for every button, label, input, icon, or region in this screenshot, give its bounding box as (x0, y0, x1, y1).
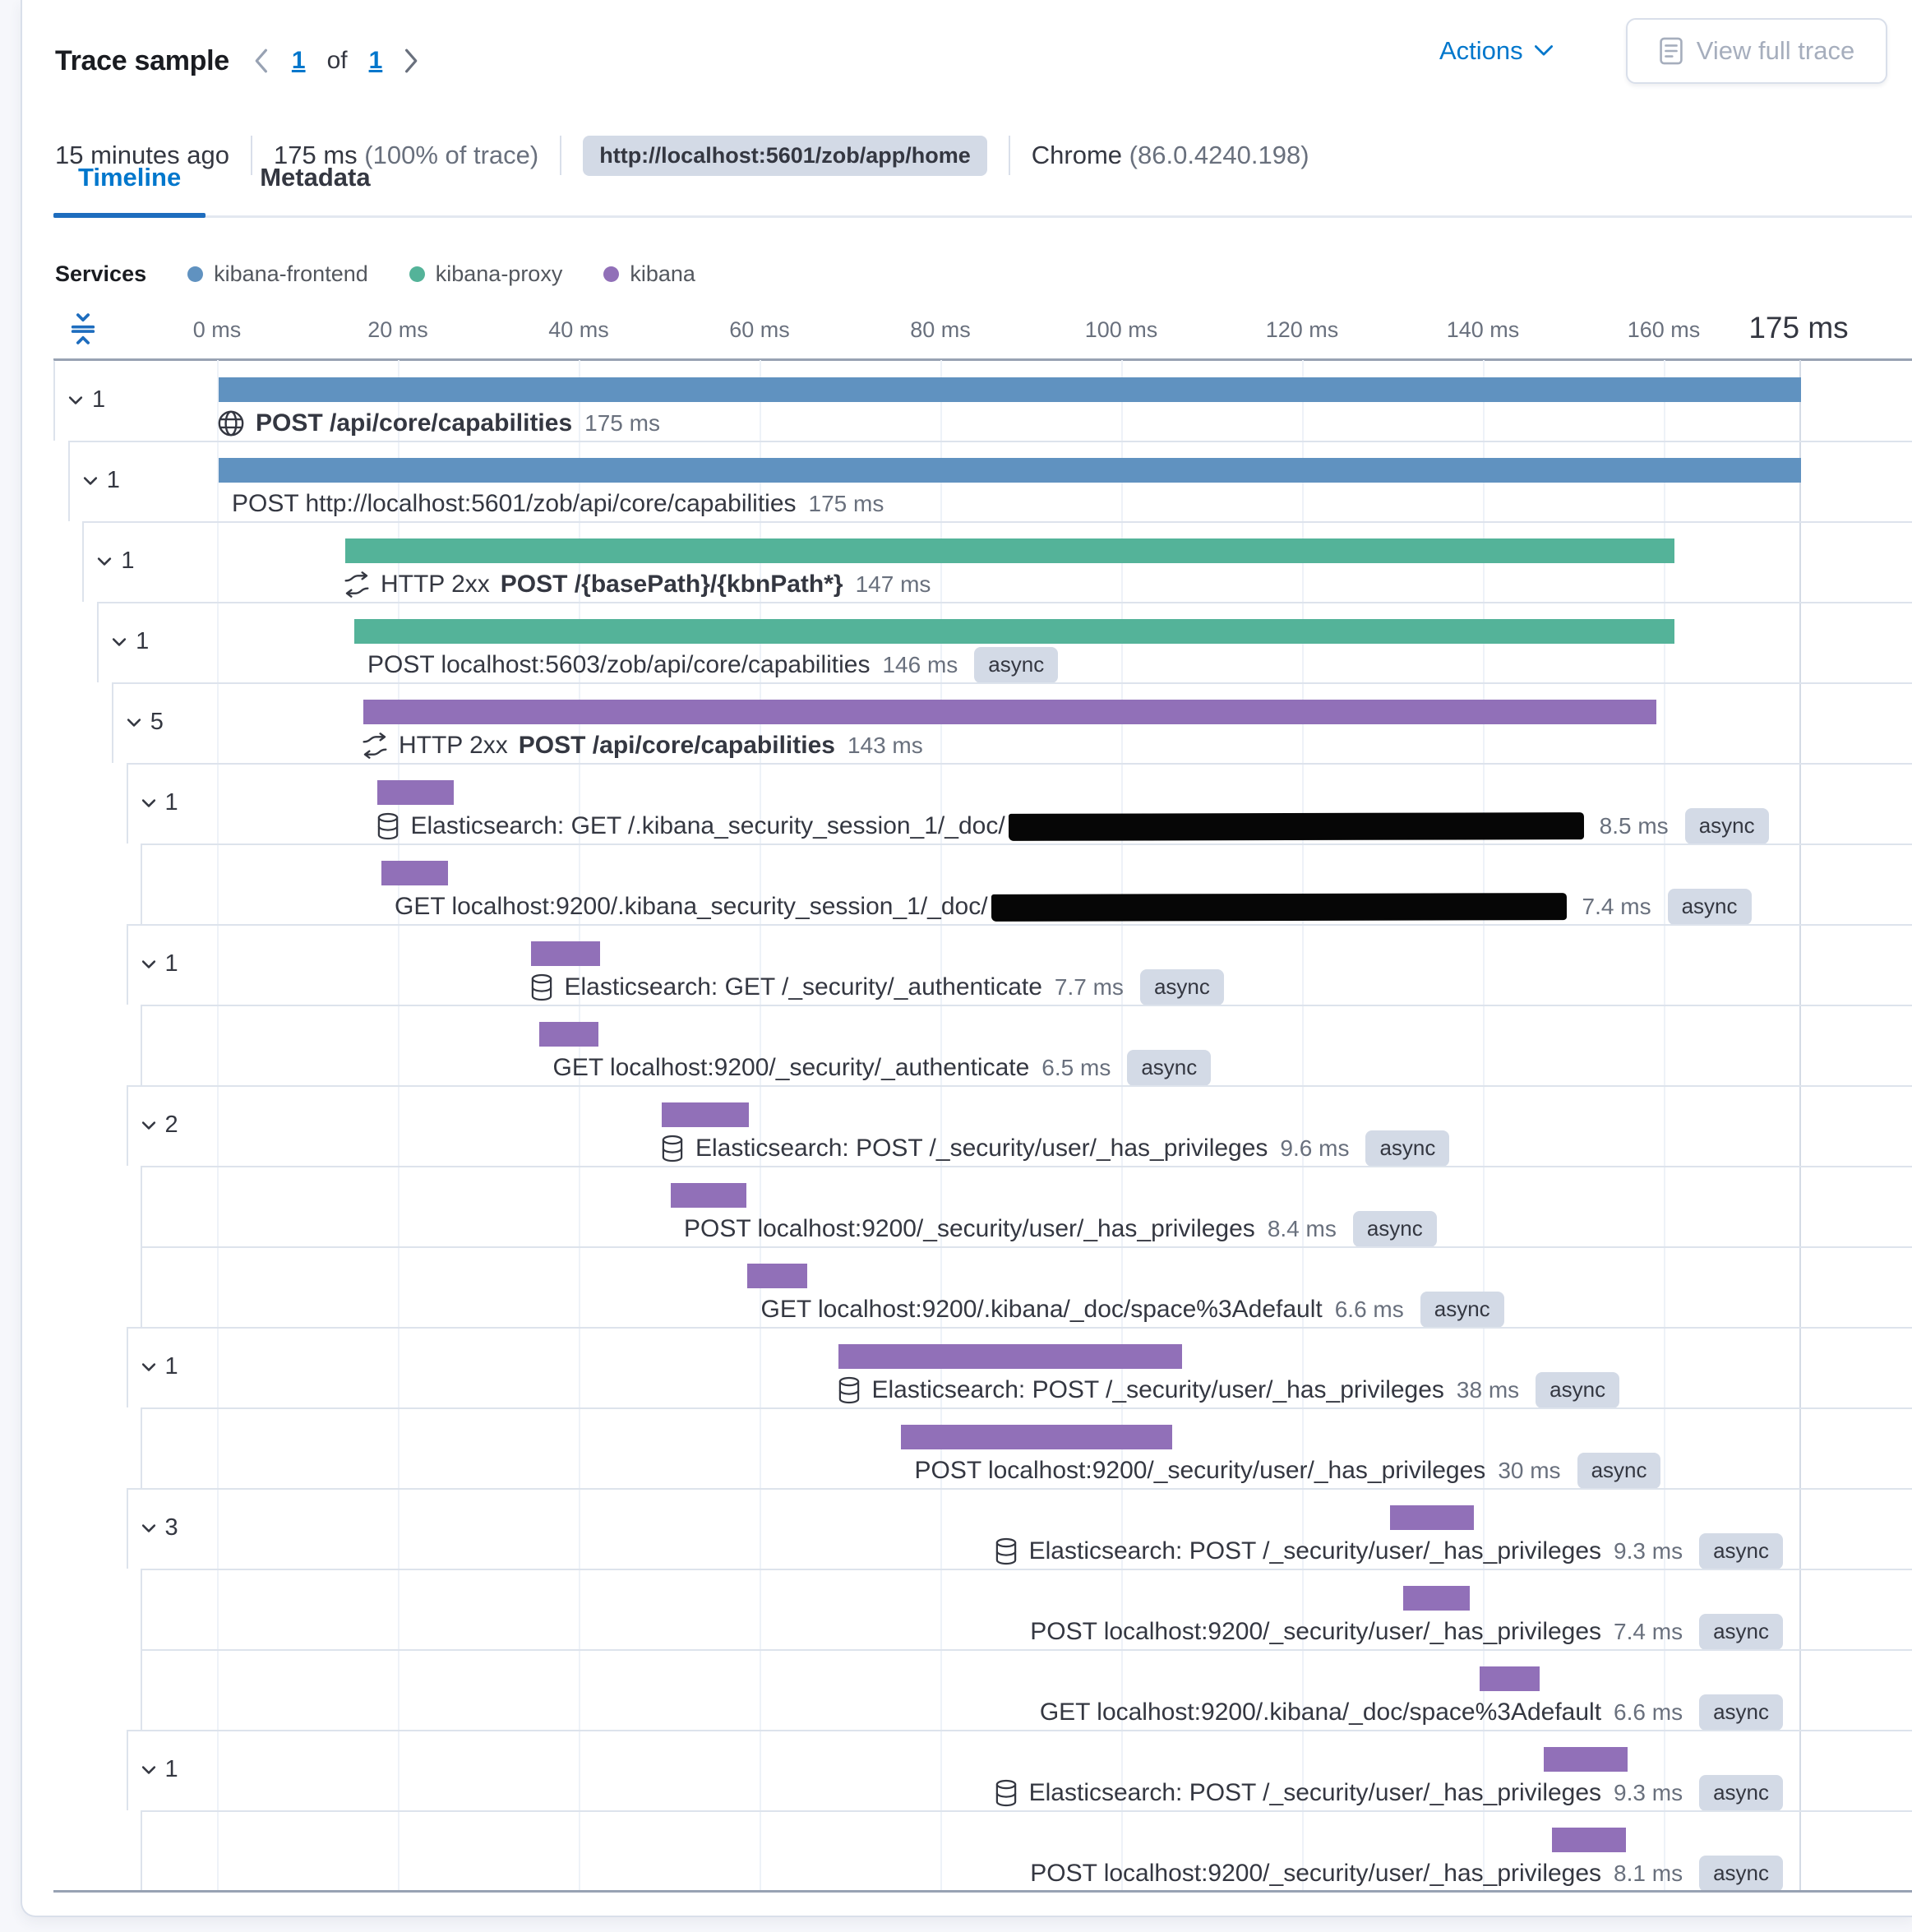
span-name: POST http://localhost:5601/zob/api/core/capabilities (231, 490, 797, 517)
span-name: GET localhost:9200/.kibana/_doc/space%3Adefault (760, 1296, 1323, 1323)
async-badge: async (1365, 1130, 1449, 1166)
span-duration: 8.5 ms (1599, 813, 1669, 839)
waterfall-row[interactable] (127, 1488, 1912, 1569)
span-bar[interactable] (219, 377, 1801, 402)
span-label[interactable] (760, 1293, 1503, 1326)
transaction-icon (344, 571, 370, 598)
legend-dot (409, 266, 425, 282)
waterfall-row[interactable] (141, 844, 1912, 924)
legend-item-kibana-proxy[interactable] (409, 261, 563, 287)
trace-duration: 175 ms (273, 141, 358, 169)
chevron-down-icon (140, 794, 158, 812)
row-expand-toggle[interactable] (67, 386, 105, 414)
span-label[interactable] (1030, 1615, 1783, 1648)
span-name: POST localhost:9200/_security/user/_has_privileges (1030, 1618, 1602, 1645)
next-trace-icon[interactable] (404, 47, 422, 75)
chevron-down-icon (140, 1358, 158, 1376)
span-bar[interactable] (345, 538, 1674, 563)
span-name: Elasticsearch: POST /_security/user/_has_privileges (1028, 1537, 1602, 1565)
axis-tick-label: 40 ms (548, 317, 609, 342)
redacted-text (1009, 812, 1584, 841)
database-icon (994, 1537, 1018, 1565)
async-badge: async (1420, 1292, 1504, 1327)
globe-icon (217, 409, 245, 437)
globe-icon (217, 409, 245, 437)
span-name: POST /api/core/capabilities (256, 409, 573, 437)
waterfall-row[interactable] (112, 682, 1912, 763)
axis-tick-label: 0 ms (192, 317, 242, 342)
chevron-down-icon (140, 1761, 158, 1779)
span-duration: 175 ms (808, 491, 884, 516)
span-name: Elasticsearch: POST /_security/user/_has_privileges (695, 1135, 1268, 1162)
row-expand-toggle[interactable] (140, 1353, 178, 1380)
waterfall-row[interactable] (53, 360, 1912, 441)
legend-item-kibana[interactable] (603, 261, 695, 287)
async-badge: async (1699, 1775, 1783, 1810)
child-count: 5 (150, 709, 164, 735)
row-expand-toggle[interactable] (140, 1514, 178, 1541)
chevron-down-icon (140, 955, 158, 973)
waterfall-row[interactable] (68, 441, 1912, 521)
span-duration: 146 ms (882, 652, 958, 677)
document-icon (1659, 37, 1683, 65)
services-legend (55, 258, 695, 289)
span-label[interactable] (684, 1213, 1437, 1246)
waterfall-row[interactable] (127, 1730, 1912, 1810)
legend-dot (187, 266, 203, 282)
tab-bar (53, 156, 1912, 218)
async-badge: async (1699, 1533, 1783, 1569)
row-expand-toggle[interactable] (140, 1112, 178, 1139)
view-full-trace-label: View full trace (1696, 36, 1855, 65)
axis-tick-label: 120 ms (1265, 317, 1339, 342)
span-duration: 7.7 ms (1054, 974, 1124, 1000)
child-count: 2 (164, 1112, 178, 1138)
span-duration: 38 ms (1456, 1377, 1520, 1403)
panel-header (55, 41, 422, 81)
span-duration: 30 ms (1498, 1458, 1561, 1483)
span-bar[interactable] (531, 941, 601, 966)
legend-label: kibana (630, 261, 695, 286)
row-expand-toggle[interactable] (125, 709, 164, 736)
span-duration: 175 ms (584, 410, 660, 436)
span-duration: 8.1 ms (1614, 1860, 1683, 1886)
span-duration: 9.6 ms (1280, 1135, 1350, 1161)
span-name: GET localhost:9200/_security/_authenticate (552, 1054, 1030, 1081)
browser-version: (86.0.4240.198) (1129, 141, 1309, 169)
span-name: Elasticsearch: POST /_security/user/_has_privileges (1028, 1779, 1602, 1806)
transaction-icon (344, 571, 370, 598)
span-label[interactable] (395, 890, 1752, 923)
axis-tick-label: 60 ms (729, 317, 790, 342)
span-duration: 6.6 ms (1334, 1296, 1404, 1322)
span-duration: 147 ms (855, 571, 931, 597)
span-label[interactable] (994, 1777, 1783, 1810)
span-label[interactable] (1030, 1857, 1783, 1890)
transaction-icon (362, 733, 388, 759)
trace-url-badge: http://localhost:5601/zob/app/home (583, 136, 987, 176)
services-legend-title: Services (55, 261, 147, 286)
span-label[interactable] (362, 729, 923, 762)
span-name: POST localhost:9200/_security/user/_has_privileges (683, 1215, 1255, 1242)
span-name: Elasticsearch: POST /_security/user/_has_privileges (871, 1376, 1444, 1403)
span-bar[interactable] (838, 1344, 1182, 1369)
span-label[interactable] (217, 407, 660, 440)
legend-dot (603, 266, 619, 282)
span-bar[interactable] (671, 1183, 746, 1208)
span-name: POST localhost:9200/_security/user/_has_privileges (1030, 1860, 1602, 1887)
span-bar[interactable] (901, 1425, 1172, 1449)
database-icon (376, 812, 400, 840)
span-name: POST /{basePath}/{kbnPath*} (500, 571, 843, 598)
span-name: Elasticsearch: GET /_security/_authenticate (564, 973, 1042, 1001)
async-badge: async (1140, 969, 1224, 1005)
trace-pagination (252, 47, 422, 75)
waterfall-row[interactable] (141, 1407, 1912, 1488)
row-expand-toggle[interactable] (140, 950, 178, 978)
actions-menu-button[interactable] (1439, 36, 1553, 66)
database-icon (660, 1135, 685, 1162)
database-icon (994, 1537, 1018, 1565)
span-label[interactable] (552, 1052, 1211, 1084)
database-icon (994, 1779, 1018, 1807)
async-badge: async (1353, 1211, 1437, 1246)
span-bar[interactable] (1403, 1586, 1470, 1611)
child-count: 1 (136, 628, 150, 654)
span-bar[interactable] (1544, 1747, 1628, 1772)
database-icon (376, 812, 400, 840)
waterfall-row[interactable] (141, 1166, 1912, 1246)
collapse-all-icon[interactable] (65, 311, 101, 347)
chevron-down-icon (140, 1116, 158, 1135)
span-bar[interactable] (354, 619, 1674, 644)
database-icon (994, 1779, 1018, 1807)
span-label[interactable] (994, 1535, 1783, 1568)
span-bar[interactable] (1390, 1505, 1474, 1530)
span-bar[interactable] (219, 458, 1801, 483)
span-duration: 9.3 ms (1614, 1538, 1683, 1564)
span-label[interactable] (232, 488, 884, 520)
axis-tick-label: 100 ms (1084, 317, 1158, 342)
page-title: Trace sample (55, 44, 229, 76)
child-count: 1 (92, 386, 106, 413)
chevron-down-icon (125, 714, 143, 732)
span-duration: 6.6 ms (1614, 1699, 1683, 1725)
legend-item-kibana-frontend[interactable] (187, 261, 368, 287)
span-label[interactable] (660, 1132, 1449, 1165)
total-page-link[interactable]: 1 (368, 47, 383, 74)
span-duration: 7.4 ms (1614, 1619, 1683, 1644)
child-count: 1 (106, 467, 120, 493)
waterfall-row[interactable] (141, 1810, 1912, 1891)
waterfall-row[interactable] (82, 521, 1912, 602)
async-badge: async (1699, 1694, 1783, 1730)
trace-sample-panel (21, 0, 1912, 1917)
child-count: 1 (164, 1756, 178, 1782)
database-icon (837, 1376, 861, 1404)
span-name: POST localhost:5603/zob/api/core/capabilities (367, 651, 871, 678)
chevron-down-icon (95, 552, 113, 571)
row-expand-toggle[interactable] (140, 789, 178, 816)
tab-timeline[interactable]: Timeline (53, 156, 206, 215)
async-badge: async (1699, 1614, 1783, 1649)
span-bar[interactable] (747, 1264, 807, 1288)
chevron-down-icon (140, 1519, 158, 1537)
span-name: POST localhost:9200/_security/user/_has_privileges (914, 1457, 1486, 1484)
actions-label: Actions (1439, 36, 1523, 65)
async-badge: async (1577, 1453, 1661, 1488)
span-bar[interactable] (381, 861, 448, 885)
chevron-down-icon (110, 633, 128, 651)
span-name: GET localhost:9200/.kibana_security_session_1/_doc/ (394, 893, 988, 920)
span-name: GET localhost:9200/.kibana/_doc/space%3Adefault (1039, 1699, 1602, 1726)
span-label[interactable] (367, 649, 1058, 682)
span-label[interactable] (344, 568, 931, 601)
span-name: POST /api/core/capabilities (518, 732, 835, 759)
span-bar[interactable] (662, 1102, 749, 1127)
span-bar[interactable] (1480, 1666, 1540, 1691)
waterfall-bottom-rule (53, 1890, 1912, 1893)
database-icon (529, 973, 554, 1001)
span-name: Elasticsearch: GET /.kibana_security_session_1/_doc/ (410, 812, 1005, 839)
span-bar[interactable] (363, 700, 1656, 724)
waterfall-row[interactable] (141, 1246, 1912, 1327)
database-icon (529, 973, 554, 1001)
waterfall-row[interactable] (127, 924, 1912, 1005)
span-bar[interactable] (377, 780, 455, 805)
legend-label: kibana-proxy (435, 261, 563, 286)
span-bar[interactable] (539, 1022, 598, 1047)
child-count: 3 (164, 1514, 178, 1541)
span-duration: 9.3 ms (1614, 1780, 1683, 1805)
child-count: 1 (164, 789, 178, 816)
span-label[interactable] (914, 1454, 1660, 1487)
waterfall-row[interactable] (141, 1569, 1912, 1649)
span-label[interactable] (376, 810, 1769, 843)
waterfall-row[interactable] (141, 1649, 1912, 1730)
async-badge: async (1668, 889, 1752, 924)
row-expand-toggle[interactable] (81, 467, 120, 494)
async-badge: async (1127, 1050, 1211, 1085)
span-label[interactable] (529, 971, 1224, 1004)
span-label[interactable] (1040, 1696, 1783, 1729)
child-count: 1 (164, 950, 178, 977)
transaction-icon (362, 733, 388, 759)
waterfall-row[interactable] (127, 1085, 1912, 1166)
time-axis-end-label: 175 ms (1748, 311, 1849, 344)
trace-timestamp: 15 minutes ago (55, 141, 229, 169)
async-badge: async (1699, 1856, 1783, 1891)
services-legend-items (187, 261, 695, 287)
span-duration: 7.4 ms (1582, 894, 1651, 919)
browser-name: Chrome (1031, 141, 1123, 169)
pagination-of-label: of (326, 47, 348, 74)
row-expand-toggle[interactable] (95, 548, 134, 575)
span-duration: 8.4 ms (1267, 1216, 1337, 1241)
redacted-text (991, 893, 1567, 922)
span-duration: 6.5 ms (1041, 1055, 1111, 1080)
async-badge: async (1536, 1372, 1619, 1407)
database-icon (837, 1376, 861, 1404)
async-badge: async (974, 647, 1058, 682)
child-count: 1 (121, 548, 135, 574)
axis-tick-label: 160 ms (1627, 317, 1701, 342)
span-duration: 143 ms (847, 733, 923, 758)
chevron-down-icon (81, 472, 99, 490)
async-badge: async (1685, 808, 1769, 844)
tab-metadata[interactable]: Metadata (260, 163, 371, 192)
database-icon (660, 1135, 685, 1162)
waterfall-row[interactable] (127, 1327, 1912, 1407)
view-full-trace-button[interactable] (1626, 18, 1887, 84)
legend-label: kibana-frontend (214, 261, 368, 286)
waterfall (22, 360, 1912, 1891)
span-prefix: HTTP 2xx (398, 732, 508, 759)
waterfall-row[interactable] (127, 763, 1912, 844)
waterfall-row[interactable] (141, 1005, 1912, 1085)
chevron-down-icon (1535, 45, 1553, 57)
axis-tick-label: 140 ms (1446, 317, 1520, 342)
axis-tick-label: 80 ms (910, 317, 971, 342)
chevron-down-icon (67, 391, 85, 409)
span-prefix: HTTP 2xx (380, 571, 490, 598)
row-expand-toggle[interactable] (140, 1756, 178, 1783)
row-expand-toggle[interactable] (110, 628, 149, 655)
trace-duration-pct: (100% of trace) (364, 141, 539, 169)
current-page-link[interactable]: 1 (291, 47, 306, 74)
waterfall-row[interactable] (97, 602, 1912, 682)
axis-tick-label: 20 ms (367, 317, 428, 342)
child-count: 1 (164, 1353, 178, 1380)
previous-trace-icon[interactable] (252, 47, 270, 75)
span-bar[interactable] (1552, 1828, 1625, 1852)
span-label[interactable] (837, 1374, 1620, 1407)
